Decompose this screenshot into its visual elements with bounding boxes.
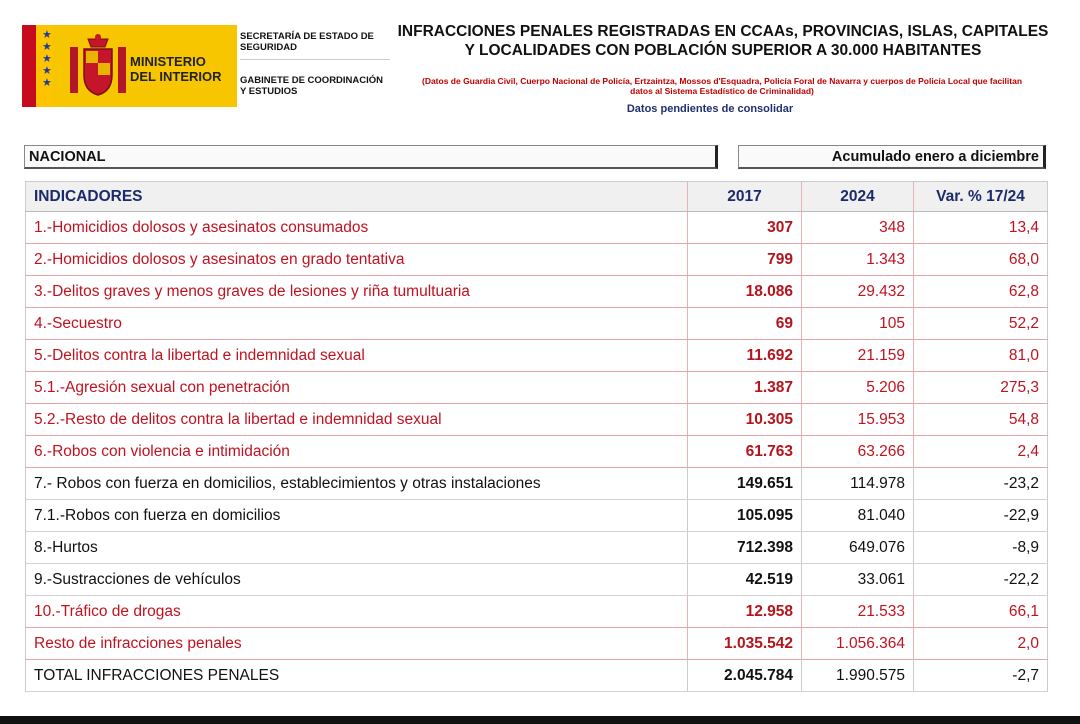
header-2017: 2017 [688, 182, 802, 212]
value-2024: 33.061 [802, 564, 914, 596]
variation-percent: 2,4 [914, 436, 1048, 468]
indicator-label: 5.-Delitos contra la libertad e indemnidad sexual [26, 340, 688, 372]
value-2017: 11.692 [688, 340, 802, 372]
indicator-label: 5.2.-Resto de delitos contra la libertad e indemnidad sexual [26, 404, 688, 436]
value-2017: 149.651 [688, 468, 802, 500]
ministry-name: MINISTERIO DEL INTERIOR [130, 54, 222, 84]
pending-note: Datos pendientes de consolidar [626, 103, 794, 115]
table-row [26, 500, 1048, 532]
variation-percent: -2,7 [914, 660, 1048, 692]
value-2017: 42.519 [688, 564, 802, 596]
value-2024: 81.040 [802, 500, 914, 532]
value-2024: 1.056.364 [802, 628, 914, 660]
header-indicadores: INDICADORES [26, 182, 688, 212]
variation-percent: -22,2 [914, 564, 1048, 596]
value-2024: 21.533 [802, 596, 914, 628]
value-2017: 18.086 [688, 276, 802, 308]
secretaria-label: SECRETARÍA DE ESTADO DE SEGURIDAD [240, 31, 390, 60]
indicator-label: TOTAL INFRACCIONES PENALES [26, 660, 688, 692]
value-2024: 649.076 [802, 532, 914, 564]
variation-percent: 81,0 [914, 340, 1048, 372]
value-2024: 105 [802, 308, 914, 340]
gabinete-label: GABINETE DE COORDINACIÓN Y ESTUDIOS [240, 75, 384, 97]
variation-percent: 13,4 [914, 212, 1048, 244]
table-row [26, 340, 1048, 372]
indicator-label: Resto de infracciones penales [26, 628, 688, 660]
value-2017: 712.398 [688, 532, 802, 564]
table-row [26, 404, 1048, 436]
eu-stars-icon: ★ ★ ★ ★ ★ [42, 29, 52, 89]
table-header-row [26, 182, 1048, 212]
variation-percent: -8,9 [914, 532, 1048, 564]
indicator-label: 9.-Sustracciones de vehículos [26, 564, 688, 596]
value-2017: 1.387 [688, 372, 802, 404]
indicator-label: 2.-Homicidios dolosos y asesinatos en grado tentativa [26, 244, 688, 276]
indicator-label: 7.1.-Robos con fuerza en domicilios [26, 500, 688, 532]
table-row [26, 532, 1048, 564]
table-row [26, 308, 1048, 340]
value-2024: 15.953 [802, 404, 914, 436]
indicator-label: 6.-Robos con violencia e intimidación [26, 436, 688, 468]
crime-statistics-table [25, 181, 1048, 692]
value-2024: 114.978 [802, 468, 914, 500]
value-2017: 2.045.784 [688, 660, 802, 692]
variation-percent: -22,9 [914, 500, 1048, 532]
indicator-label: 8.-Hurtos [26, 532, 688, 564]
variation-percent: 66,1 [914, 596, 1048, 628]
indicator-label: 4.-Secuestro [26, 308, 688, 340]
table-row [26, 596, 1048, 628]
table-row [26, 372, 1048, 404]
table-row [26, 660, 1048, 692]
value-2017: 69 [688, 308, 802, 340]
variation-percent: 54,8 [914, 404, 1048, 436]
table-row [26, 564, 1048, 596]
header-2024: 2024 [802, 182, 914, 212]
indicator-label: 5.1.-Agresión sexual con penetración [26, 372, 688, 404]
value-2017: 799 [688, 244, 802, 276]
value-2024: 1.343 [802, 244, 914, 276]
table-row [26, 468, 1048, 500]
value-2024: 29.432 [802, 276, 914, 308]
value-2017: 61.763 [688, 436, 802, 468]
value-2024: 1.990.575 [802, 660, 914, 692]
indicator-label: 3.-Delitos graves y menos graves de lesiones y riña tumultuaria [26, 276, 688, 308]
value-2024: 21.159 [802, 340, 914, 372]
value-2017: 307 [688, 212, 802, 244]
table-row [26, 436, 1048, 468]
variation-percent: 68,0 [914, 244, 1048, 276]
ministerio-logo [22, 25, 237, 107]
value-2017: 12.958 [688, 596, 802, 628]
header-variation: Var. % 17/24 [914, 182, 1048, 212]
variation-percent: 62,8 [914, 276, 1048, 308]
value-2024: 5.206 [802, 372, 914, 404]
report-title: INFRACCIONES PENALES REGISTRADAS EN CCAAs, PROVINCIAS, ISLAS, CAPITALES Y LOCALIDADES CON POBLACIÓN SUPERIOR A 30.000 HABITANTES [397, 23, 1049, 59]
data-source-note: (Datos de Guardia Civil, Cuerpo Nacional de Policía, Ertzaintza, Mossos d'Esquadra, Policía Foral de Navarra y cuerpos de Policía Local que facilitan datos al Sistema Estadístico de Criminalidad) [421, 76, 1023, 96]
value-2017: 10.305 [688, 404, 802, 436]
variation-percent: -23,2 [914, 468, 1048, 500]
indicator-label: 7.- Robos con fuerza en domicilios, establecimientos y otras instalaciones [26, 468, 688, 500]
value-2017: 1.035.542 [688, 628, 802, 660]
region-box: NACIONAL [24, 145, 718, 169]
period-box: Acumulado enero a diciembre [738, 145, 1046, 169]
table-row [26, 244, 1048, 276]
table-row [26, 212, 1048, 244]
flag-stripe-red [22, 25, 36, 107]
table-row [26, 276, 1048, 308]
indicator-label: 10.-Tráfico de drogas [26, 596, 688, 628]
variation-percent: 52,2 [914, 308, 1048, 340]
variation-percent: 275,3 [914, 372, 1048, 404]
variation-percent: 2,0 [914, 628, 1048, 660]
value-2017: 105.095 [688, 500, 802, 532]
indicator-label: 1.-Homicidios dolosos y asesinatos consumados [26, 212, 688, 244]
bottom-border [0, 716, 1080, 724]
value-2024: 348 [802, 212, 914, 244]
value-2024: 63.266 [802, 436, 914, 468]
table-row [26, 628, 1048, 660]
